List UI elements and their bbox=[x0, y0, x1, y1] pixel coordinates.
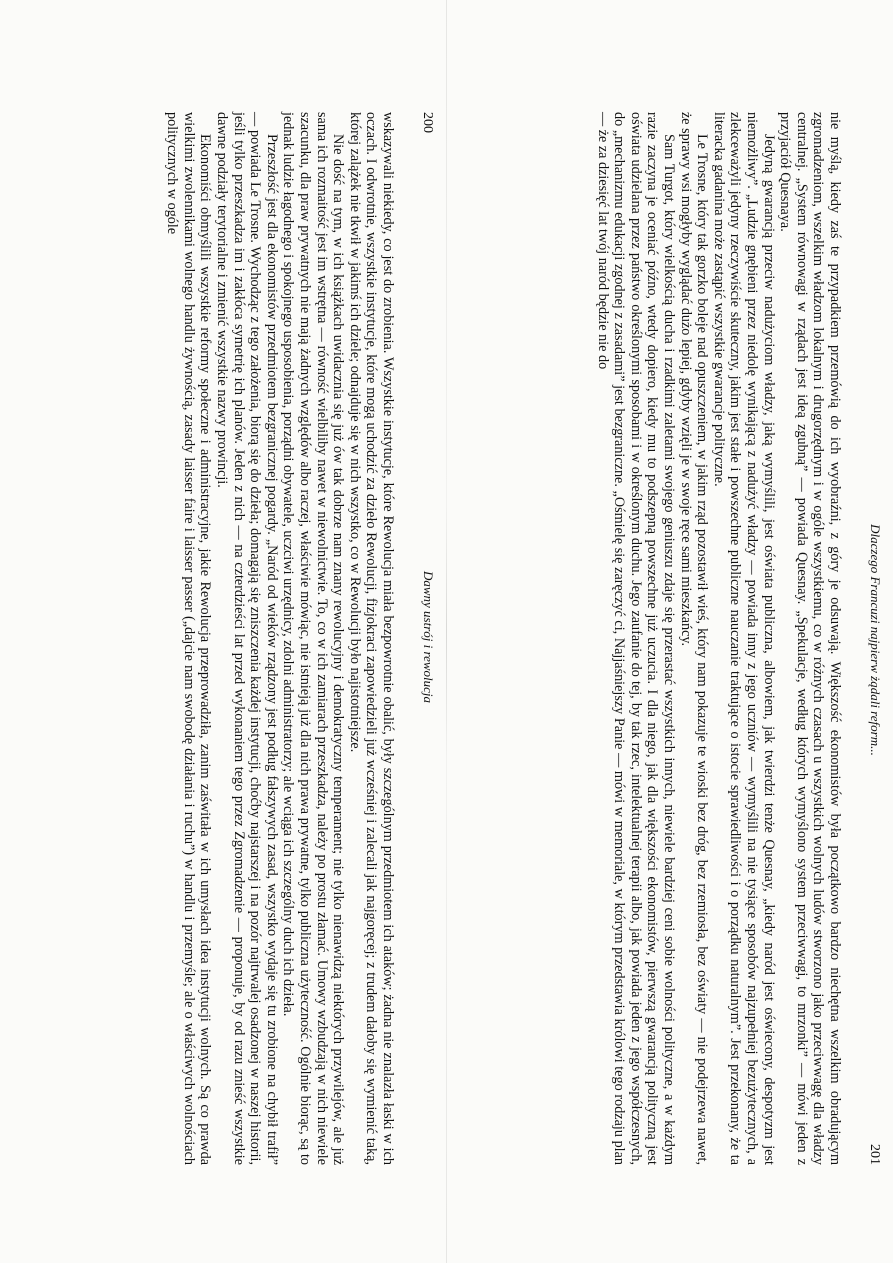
paragraph: Przeszłość jest dla ekonomistów przedmiotem bezgranicznej pogardy. „Naród od wieków rządzony jest podług fałszywych zasad, wszystko wydaje się tu zrobione na chybił trafił” — powiada Le Trosne. Wychodząc z tego założenia, biorą się do dzieła; domagają się zniszczenia każdej instytucji, choćby najstarszej i na pozór najtrwalej osadzonej w naszej historii, jeśli tylko przeszkadza im i zakłóca symetrię ich planów. Jeden z nich — na czterdzieści lat przed wykonaniem tego przez Zgromadzenie — proponuje, by od razu znieść wszystkie dawne podziały terytorialne i zmienić wszystkie nazwy prowincji. bbox=[214, 112, 280, 1165]
right-page-header bbox=[859, 112, 883, 1165]
paragraph: Ekonomiści obmyślili wszystkie reformy społeczne i administracyjne, jakie Rewolucja przeprowadziła, zanim zaświtała w ich umysłach idea instytucji wolnych. Są co prawda wielkimi zwolennikami wolnego handlu żywnością, zasady laisser faire i laisser passer („dajcie nam swobodę działania i ruchu”) w handlu i przemyśle; ale o właściwych wolnościach politycznych w ogóle bbox=[164, 112, 214, 1165]
paragraph: Sam Turgot, który wielkością ducha i rzadkimi zaletami swojego geniuszu zdaje się przerastać wszystkich innych, niewiele bardziej ceni sobie wolności polityczne, a w każdym razie zaczyna je oceniać późno, wtedy dopiero, kiedy mu to podszepną powszechne już uczucia. I dla niego, jak dla większości ekonomistów, pierwszą gwarancją polityczną jest oświata udzielana przez państwo określonymi sposobami i w określonym duchu. Jego zaufanie do tej, by tak rzec, intelektualnej terapii albo, jak powiada jeden z jego współczesnych, do „mechanizmu edukacji zgodnej z zasadami” jest bezgraniczne. „Ośmielę się zaręczyć ci, Najjaśniejszy Panie — mówi w memoriale, w którym przedstawia królowi tego rodzaju plan — że za dziesięć lat twój naród będzie nie do bbox=[594, 112, 678, 1165]
left-page-inner bbox=[6, 112, 436, 1165]
left-page bbox=[0, 0, 446, 1263]
paragraph: Le Trosne, który tak gorzko boleje nad opuszczeniem, w jakim rząd pozostawił wieś, który nam pokazuje te wioski bez dróg, bez rzemiosła, bez oświaty — nie podejrzewa nawet, że sprawy wsi mogłyby wyglądać dużo lepiej, gdyby wzięli je w swoje ręce sami mieszkańcy. bbox=[677, 112, 711, 1165]
paragraph: Jedyną gwarancją przeciw nadużyciom władzy, jaką wymyślili, jest oświata publiczna, albowiem, jak twierdzi tenże Quesnay, „kiedy naród jest oświecony, despotyzm jest niemożliwy”. „Ludzie gnębieni przez niedolę wynikającą z nadużyć władzy — powiada inny z jego uczniów — wymyślili na nie tysiące sposobów najzupełniej bezużytecznych, a zlekceważyli jedyny rzeczywiście skuteczny, jakim jest stałe i powszechne publiczne nauczanie traktujące o istocie sprawiedliwości i o porządku naturalnym”. Jest przekonany, że ta literacka gadanina może zastąpić wszystkie gwarancje polityczne. bbox=[710, 112, 777, 1165]
paragraph: Nie dość na tym, w ich książkach uwidacznia się już ów tak dobrze nam znany rewolucyjny i demokratyczny temperament; nie tylko nienawidzą niektórych przywilejów, ale już sama ich rozmaitość jest im wstrętna — równość wielbiliby nawet w niewolnictwie. To, co w ich zamiarach przeszkadza, należy po prostu złamać. Umowy wzbudzają w nich niewiele szacunku, dla praw prywatnych nie mają żadnych względów albo raczej, właściwie mówiąc, nie istnieją już dla nich prawa prywatne, tylko publiczna użyteczność. Ogólnie biorąc, są to jednak ludzie łagodnego i spokojnego usposobienia, porządni obywatele, uczciwi urzędnicy, zdolni administratorzy; ale wciąga ich szczególny duch ich dzieła. bbox=[280, 112, 347, 1165]
right-page-inner bbox=[453, 112, 883, 1165]
page-number: 201 bbox=[867, 1143, 882, 1165]
page-number: 200 bbox=[420, 112, 435, 133]
paragraph: wskazywali niekiedy, co jest do zrobienia. Wszystkie instytucje, które Rewolucja miała bezpowrotnie obalić, były szczególnym przedmiotem ich ataków; żadna nie znalazła łaski w ich oczach. I odwrotnie, wszystkie instytucje, które mogą uchodzić za dzieło Rewolucji, fizjokraci zapowiedzieli już wcześniej i zalecali jak najgoręcej; z trudem dałoby się wymienić taką, której zalążek nie tkwił w jakimś ich dziele; odnajduje się w nich wszystko, co w Rewolucji było najistotniejsze. bbox=[346, 112, 396, 1165]
left-page-header bbox=[412, 112, 436, 1165]
right-page bbox=[447, 0, 893, 1263]
paragraph: nie myślą, kiedy zaś te przypadkiem przemówią do ich wyobraźni, z góry je odsuwają. Większość ekonomistów była początkowo bardzo niechętna wszelkim obradującym zgromadzeniom, wszelkim władzom lokalnym i drugorzędnym i w ogóle wszystkiemu, co w różnych czasach u wszystkich wolnych ludów stworzono jako przeciwwagę dla władzy centralnej. „System równowagi w rządach jest ideą zgubną” — powiada Quesnay. „Spekulacje, według których wymyślono system przeciwwagi, to mrzonki” — mówi jeden z przyjaciół Quesnaya. bbox=[777, 112, 843, 1165]
running-title: Dawny ustrój i rewolucja bbox=[421, 570, 436, 704]
right-page-body bbox=[594, 112, 843, 1165]
left-page-body bbox=[164, 112, 396, 1165]
running-title: Dlaczego Francuzi najpierw żądali reform... bbox=[868, 524, 883, 756]
